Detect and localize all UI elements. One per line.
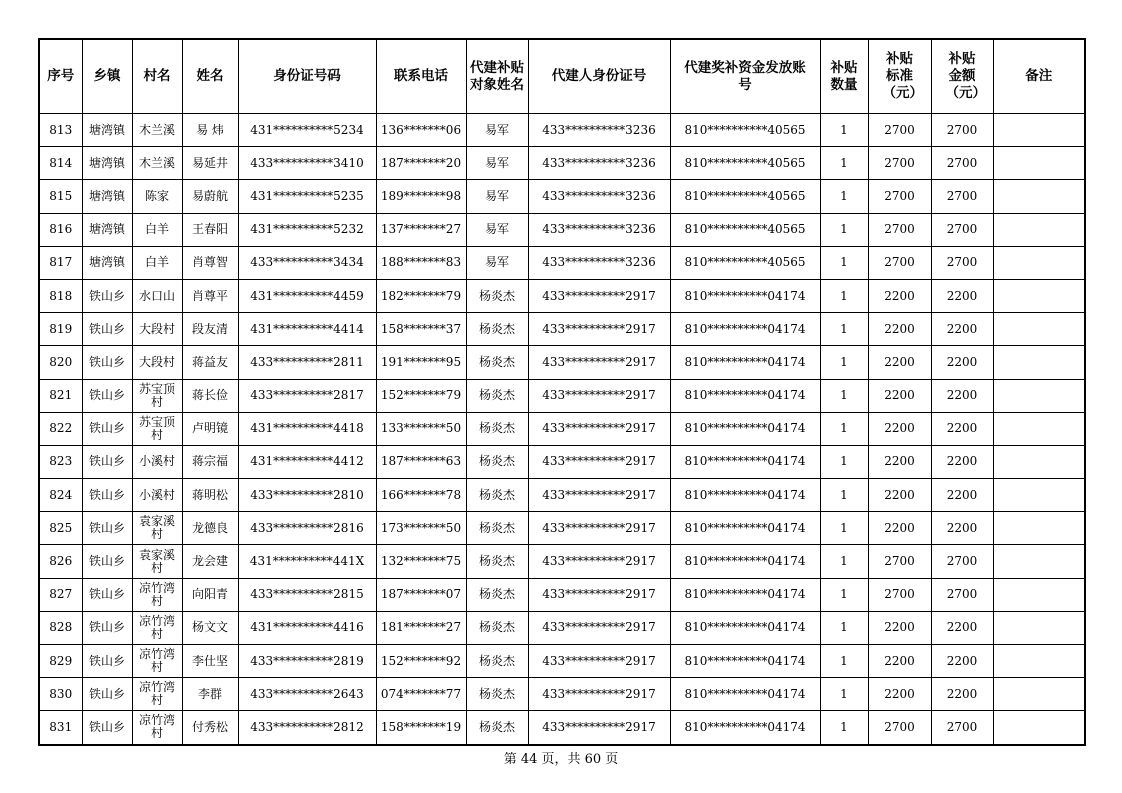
cell-name: 卢明镜 [182,412,238,445]
header-seq: 序号 [39,39,82,114]
cell-id-number: 431**********5232 [238,213,376,246]
cell-account: 810**********40565 [670,246,820,279]
cell-remarks [993,678,1085,711]
cell-id-number: 431**********4416 [238,611,376,644]
cell-seq: 825 [39,512,82,545]
cell-village: 木兰溪 [132,114,182,147]
cell-agent-name: 杨炎杰 [466,412,528,445]
cell-id-number: 431**********4414 [238,313,376,346]
cell-agent-name: 杨炎杰 [466,611,528,644]
cell-standard: 2200 [868,645,931,678]
cell-id-number: 431**********4412 [238,445,376,478]
cell-phone: 074*******77 [376,678,466,711]
table-row [39,246,1085,279]
cell-agent-name: 杨炎杰 [466,711,528,745]
cell-agent-id: 433**********2917 [528,412,670,445]
cell-id-number: 431**********5234 [238,114,376,147]
header-agent-id: 代建人身份证号 [528,39,670,114]
cell-agent-id: 433**********2917 [528,279,670,312]
cell-agent-id: 433**********2917 [528,313,670,346]
cell-quantity: 1 [820,512,868,545]
cell-standard: 2200 [868,313,931,346]
cell-name: 蒋益友 [182,346,238,379]
cell-agent-id: 433**********3236 [528,180,670,213]
cell-agent-name: 杨炎杰 [466,445,528,478]
cell-account: 810**********04174 [670,379,820,412]
cell-quantity: 1 [820,578,868,611]
cell-phone: 158*******19 [376,711,466,745]
cell-remarks [993,147,1085,180]
page-footer [0,748,1122,767]
cell-remarks [993,114,1085,147]
cell-amount: 2200 [931,346,993,379]
cell-standard: 2200 [868,512,931,545]
subsidy-table [38,38,1086,746]
cell-seq: 828 [39,611,82,644]
cell-remarks [993,246,1085,279]
cell-remarks [993,346,1085,379]
cell-remarks [993,578,1085,611]
cell-village: 小溪村 [132,445,182,478]
cell-standard: 2200 [868,346,931,379]
cell-town: 铁山乡 [82,346,132,379]
header-name: 姓名 [182,39,238,114]
cell-standard: 2200 [868,678,931,711]
table-row [39,313,1085,346]
cell-id-number: 433**********2811 [238,346,376,379]
cell-id-number: 431**********4418 [238,412,376,445]
cell-account: 810**********04174 [670,711,820,745]
cell-phone: 158*******37 [376,313,466,346]
cell-village: 木兰溪 [132,147,182,180]
cell-seq: 815 [39,180,82,213]
cell-account: 810**********04174 [670,313,820,346]
cell-remarks [993,379,1085,412]
cell-standard: 2700 [868,213,931,246]
cell-name: 易蔚航 [182,180,238,213]
table-row [39,645,1085,678]
cell-remarks [993,412,1085,445]
cell-agent-id: 433**********2917 [528,379,670,412]
header-amount: 补贴金额（元） [931,39,993,114]
cell-quantity: 1 [820,313,868,346]
cell-standard: 2200 [868,379,931,412]
cell-quantity: 1 [820,279,868,312]
cell-town: 铁山乡 [82,279,132,312]
cell-remarks [993,213,1085,246]
cell-village: 大段村 [132,313,182,346]
cell-town: 铁山乡 [82,479,132,512]
header-standard: 补贴标准（元） [868,39,931,114]
cell-quantity: 1 [820,412,868,445]
cell-seq: 818 [39,279,82,312]
cell-name: 肖尊平 [182,279,238,312]
cell-phone: 133*******50 [376,412,466,445]
cell-name: 龙会建 [182,545,238,578]
cell-name: 易 炜 [182,114,238,147]
cell-seq: 817 [39,246,82,279]
cell-amount: 2700 [931,246,993,279]
cell-name: 蒋长俭 [182,379,238,412]
table-row [39,147,1085,180]
cell-phone: 187*******63 [376,445,466,478]
cell-account: 810**********40565 [670,213,820,246]
cell-town: 塘湾镇 [82,213,132,246]
header-phone: 联系电话 [376,39,466,114]
cell-quantity: 1 [820,611,868,644]
cell-quantity: 1 [820,213,868,246]
cell-id-number: 433**********2816 [238,512,376,545]
cell-standard: 2200 [868,279,931,312]
header-quantity: 补贴数量 [820,39,868,114]
cell-village: 白羊 [132,246,182,279]
cell-phone: 182*******79 [376,279,466,312]
cell-standard: 2700 [868,545,931,578]
cell-village: 凉竹湾村 [132,678,182,711]
cell-account: 810**********04174 [670,678,820,711]
cell-agent-name: 杨炎杰 [466,346,528,379]
cell-amount: 2700 [931,578,993,611]
cell-town: 铁山乡 [82,711,132,745]
cell-amount: 2700 [931,545,993,578]
cell-town: 塘湾镇 [82,246,132,279]
cell-amount: 2200 [931,645,993,678]
cell-id-number: 433**********2643 [238,678,376,711]
cell-seq: 826 [39,545,82,578]
cell-phone: 136*******06 [376,114,466,147]
cell-name: 付秀松 [182,711,238,745]
cell-agent-id: 433**********2917 [528,512,670,545]
cell-account: 810**********04174 [670,611,820,644]
cell-phone: 187*******07 [376,578,466,611]
cell-agent-id: 433**********2917 [528,711,670,745]
cell-quantity: 1 [820,147,868,180]
cell-name: 段友清 [182,313,238,346]
cell-standard: 2200 [868,611,931,644]
cell-quantity: 1 [820,180,868,213]
cell-agent-id: 433**********3236 [528,246,670,279]
cell-remarks [993,313,1085,346]
cell-id-number: 433**********2819 [238,645,376,678]
cell-agent-name: 杨炎杰 [466,578,528,611]
cell-account: 810**********04174 [670,445,820,478]
cell-agent-id: 433**********2917 [528,545,670,578]
cell-village: 凉竹湾村 [132,645,182,678]
cell-standard: 2200 [868,412,931,445]
cell-seq: 821 [39,379,82,412]
cell-seq: 829 [39,645,82,678]
cell-agent-name: 易军 [466,114,528,147]
cell-id-number: 431**********441X [238,545,376,578]
cell-amount: 2700 [931,711,993,745]
cell-name: 蒋明松 [182,479,238,512]
cell-agent-id: 433**********2917 [528,578,670,611]
cell-phone: 166*******78 [376,479,466,512]
cell-village: 水口山 [132,279,182,312]
header-village: 村名 [132,39,182,114]
header-town: 乡镇 [82,39,132,114]
cell-quantity: 1 [820,445,868,478]
cell-village: 陈家 [132,180,182,213]
cell-account: 810**********04174 [670,578,820,611]
table-row [39,545,1085,578]
cell-quantity: 1 [820,545,868,578]
cell-agent-id: 433**********2917 [528,445,670,478]
cell-agent-name: 杨炎杰 [466,279,528,312]
cell-agent-id: 433**********2917 [528,645,670,678]
cell-name: 肖尊智 [182,246,238,279]
cell-amount: 2700 [931,114,993,147]
cell-seq: 830 [39,678,82,711]
cell-account: 810**********04174 [670,512,820,545]
cell-name: 李仕坚 [182,645,238,678]
cell-account: 810**********04174 [670,545,820,578]
cell-town: 铁山乡 [82,379,132,412]
cell-amount: 2200 [931,445,993,478]
cell-agent-name: 易军 [466,213,528,246]
cell-account: 810**********04174 [670,279,820,312]
cell-town: 铁山乡 [82,645,132,678]
cell-standard: 2200 [868,479,931,512]
cell-amount: 2200 [931,412,993,445]
cell-seq: 820 [39,346,82,379]
cell-agent-name: 杨炎杰 [466,545,528,578]
cell-seq: 814 [39,147,82,180]
cell-account: 810**********04174 [670,412,820,445]
cell-seq: 819 [39,313,82,346]
cell-remarks [993,545,1085,578]
cell-village: 苏宝顶村 [132,379,182,412]
cell-phone: 189*******98 [376,180,466,213]
cell-agent-id: 433**********3236 [528,147,670,180]
cell-agent-name: 易军 [466,147,528,180]
cell-account: 810**********04174 [670,645,820,678]
cell-quantity: 1 [820,678,868,711]
header-account: 代建奖补资金发放账号 [670,39,820,114]
cell-standard: 2700 [868,180,931,213]
cell-agent-id: 433**********2917 [528,611,670,644]
cell-agent-name: 杨炎杰 [466,645,528,678]
cell-id-number: 433**********2810 [238,479,376,512]
cell-village: 凉竹湾村 [132,611,182,644]
table-row [39,578,1085,611]
cell-id-number: 431**********5235 [238,180,376,213]
table-row [39,114,1085,147]
cell-amount: 2200 [931,279,993,312]
cell-seq: 831 [39,711,82,745]
cell-id-number: 433**********2815 [238,578,376,611]
cell-standard: 2700 [868,711,931,745]
cell-phone: 191*******95 [376,346,466,379]
cell-agent-name: 易军 [466,180,528,213]
cell-town: 塘湾镇 [82,114,132,147]
cell-quantity: 1 [820,479,868,512]
table-row [39,180,1085,213]
cell-quantity: 1 [820,379,868,412]
cell-remarks [993,445,1085,478]
cell-name: 蒋宗福 [182,445,238,478]
cell-amount: 2200 [931,379,993,412]
cell-amount: 2700 [931,213,993,246]
cell-standard: 2200 [868,445,931,478]
cell-id-number: 433**********3410 [238,147,376,180]
cell-quantity: 1 [820,645,868,678]
table-row [39,479,1085,512]
cell-village: 袁家溪村 [132,545,182,578]
cell-amount: 2700 [931,147,993,180]
cell-remarks [993,611,1085,644]
cell-standard: 2700 [868,114,931,147]
table-row [39,512,1085,545]
cell-village: 苏宝顶村 [132,412,182,445]
cell-account: 810**********40565 [670,180,820,213]
cell-name: 易延井 [182,147,238,180]
cell-standard: 2700 [868,147,931,180]
cell-amount: 2700 [931,180,993,213]
cell-quantity: 1 [820,346,868,379]
cell-agent-id: 433**********2917 [528,678,670,711]
cell-town: 铁山乡 [82,512,132,545]
cell-phone: 152*******79 [376,379,466,412]
cell-village: 袁家溪村 [132,512,182,545]
cell-agent-id: 433**********3236 [528,213,670,246]
cell-phone: 132*******75 [376,545,466,578]
cell-name: 王春阳 [182,213,238,246]
header-agent-name: 代建补贴对象姓名 [466,39,528,114]
cell-village: 小溪村 [132,479,182,512]
cell-village: 凉竹湾村 [132,578,182,611]
cell-amount: 2200 [931,313,993,346]
cell-village: 大段村 [132,346,182,379]
cell-name: 向阳青 [182,578,238,611]
header-remarks: 备注 [993,39,1085,114]
cell-amount: 2200 [931,611,993,644]
cell-phone: 188*******83 [376,246,466,279]
cell-remarks [993,711,1085,745]
cell-id-number: 433**********2812 [238,711,376,745]
cell-id-number: 433**********2817 [238,379,376,412]
table-row [39,445,1085,478]
cell-id-number: 433**********3434 [238,246,376,279]
cell-amount: 2200 [931,512,993,545]
table-row [39,213,1085,246]
table-row [39,412,1085,445]
cell-town: 塘湾镇 [82,147,132,180]
table-row [39,711,1085,745]
cell-quantity: 1 [820,114,868,147]
header-id-number: 身份证号码 [238,39,376,114]
cell-phone: 187*******20 [376,147,466,180]
cell-seq: 824 [39,479,82,512]
cell-town: 铁山乡 [82,445,132,478]
table-row [39,346,1085,379]
cell-phone: 152*******92 [376,645,466,678]
cell-standard: 2700 [868,578,931,611]
cell-account: 810**********04174 [670,346,820,379]
cell-town: 铁山乡 [82,313,132,346]
cell-agent-id: 433**********2917 [528,479,670,512]
cell-remarks [993,180,1085,213]
cell-account: 810**********40565 [670,114,820,147]
cell-id-number: 431**********4459 [238,279,376,312]
cell-village: 白羊 [132,213,182,246]
cell-town: 铁山乡 [82,412,132,445]
table-row [39,678,1085,711]
cell-standard: 2700 [868,246,931,279]
table-row [39,279,1085,312]
cell-phone: 137*******27 [376,213,466,246]
cell-seq: 813 [39,114,82,147]
cell-remarks [993,645,1085,678]
cell-town: 铁山乡 [82,545,132,578]
cell-village: 凉竹湾村 [132,711,182,745]
cell-town: 塘湾镇 [82,180,132,213]
cell-agent-id: 433**********3236 [528,114,670,147]
cell-name: 李群 [182,678,238,711]
cell-remarks [993,279,1085,312]
cell-town: 铁山乡 [82,578,132,611]
table-row [39,379,1085,412]
cell-phone: 181*******27 [376,611,466,644]
cell-quantity: 1 [820,246,868,279]
cell-agent-name: 杨炎杰 [466,479,528,512]
cell-account: 810**********40565 [670,147,820,180]
cell-remarks [993,512,1085,545]
cell-agent-id: 433**********2917 [528,346,670,379]
page-number: 第 44 页，共 60 页 [503,752,619,767]
cell-town: 铁山乡 [82,678,132,711]
cell-remarks [993,479,1085,512]
cell-seq: 823 [39,445,82,478]
cell-agent-name: 杨炎杰 [466,313,528,346]
header-row [39,39,1085,114]
cell-name: 龙德良 [182,512,238,545]
cell-seq: 816 [39,213,82,246]
cell-account: 810**********04174 [670,479,820,512]
cell-quantity: 1 [820,711,868,745]
table-row [39,611,1085,644]
cell-agent-name: 易军 [466,246,528,279]
cell-phone: 173*******50 [376,512,466,545]
cell-agent-name: 杨炎杰 [466,379,528,412]
cell-seq: 822 [39,412,82,445]
cell-town: 铁山乡 [82,611,132,644]
cell-seq: 827 [39,578,82,611]
cell-amount: 2200 [931,678,993,711]
cell-agent-name: 杨炎杰 [466,512,528,545]
cell-name: 杨文文 [182,611,238,644]
cell-amount: 2200 [931,479,993,512]
cell-agent-name: 杨炎杰 [466,678,528,711]
